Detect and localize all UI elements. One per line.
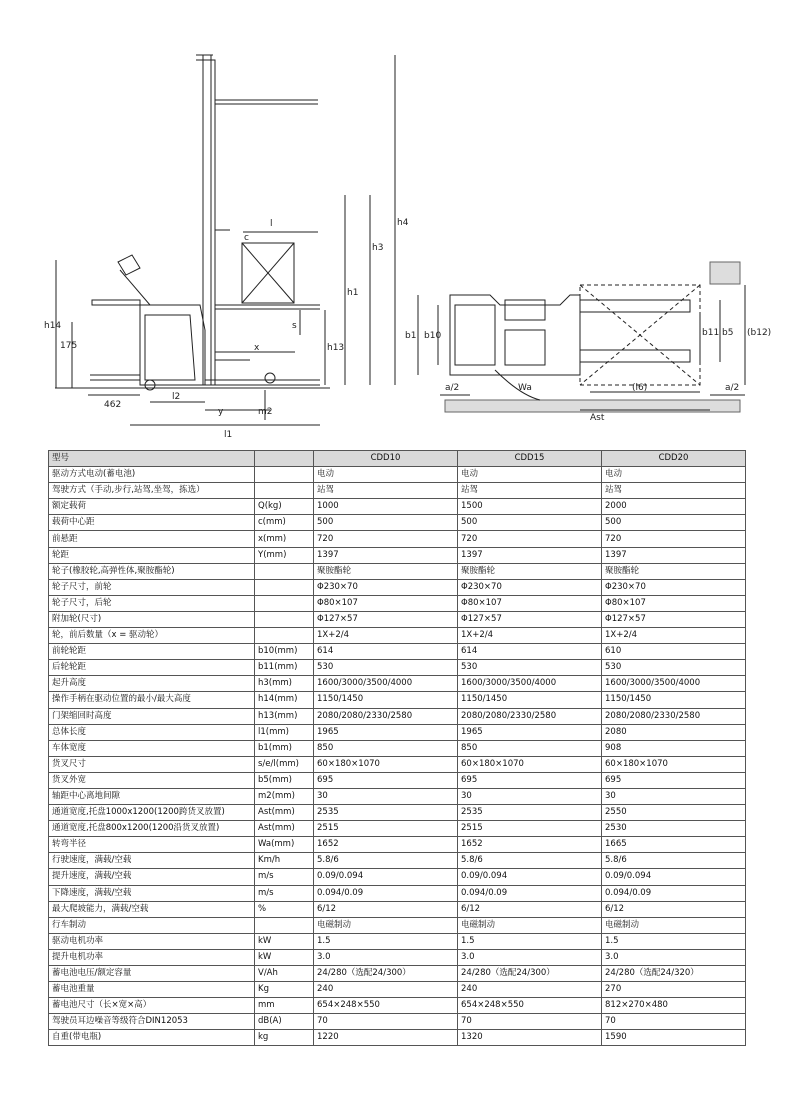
- row-value-cdd15: 电磁制动: [458, 917, 602, 933]
- row-label: 蓄电池电压/额定容量: [49, 966, 255, 982]
- row-value-cdd20: 610: [602, 644, 746, 660]
- row-value-cdd20: 530: [602, 660, 746, 676]
- row-value-cdd20: 电磁制动: [602, 917, 746, 933]
- row-value-cdd10: 5.8/6: [314, 853, 458, 869]
- row-value-cdd10: Φ230×70: [314, 579, 458, 595]
- row-label: 行驶速度，满载/空载: [49, 853, 255, 869]
- dim-x: x: [254, 343, 260, 353]
- row-value-cdd15: 3.0: [458, 949, 602, 965]
- row-value-cdd20: 812×270×480: [602, 998, 746, 1014]
- row-unit: [255, 595, 314, 611]
- table-row: [49, 531, 746, 547]
- dim-y: y: [218, 407, 224, 417]
- row-value-cdd20: 2080: [602, 724, 746, 740]
- header-model-cdd15: CDD15: [458, 451, 602, 467]
- row-value-cdd10: 电动: [314, 467, 458, 483]
- row-value-cdd20: 3.0: [602, 949, 746, 965]
- row-value-cdd15: 聚胺酯轮: [458, 563, 602, 579]
- row-label: 车体宽度: [49, 740, 255, 756]
- row-label: 驾驶员耳边噪音等级符合DIN12053: [49, 1014, 255, 1030]
- table-row: [49, 611, 746, 627]
- row-value-cdd10: 30: [314, 788, 458, 804]
- table-row: [49, 821, 746, 837]
- row-label: 轮距: [49, 547, 255, 563]
- row-value-cdd10: 240: [314, 982, 458, 998]
- dim-l2: l2: [172, 392, 181, 402]
- row-value-cdd10: 站驾: [314, 483, 458, 499]
- dim-a2-right: a/2: [725, 383, 740, 393]
- row-value-cdd20: 70: [602, 1014, 746, 1030]
- row-value-cdd15: 1500: [458, 499, 602, 515]
- row-value-cdd10: 1000: [314, 499, 458, 515]
- row-label: 前悬距: [49, 531, 255, 547]
- row-value-cdd10: 聚胺酯轮: [314, 563, 458, 579]
- row-unit: kg: [255, 1030, 314, 1046]
- row-value-cdd15: 1150/1450: [458, 692, 602, 708]
- row-unit: kW: [255, 949, 314, 965]
- row-value-cdd10: 1220: [314, 1030, 458, 1046]
- header-label: 型号: [49, 451, 255, 467]
- row-value-cdd15: 240: [458, 982, 602, 998]
- row-unit: Wa(mm): [255, 837, 314, 853]
- row-value-cdd20: 2080/2080/2330/2580: [602, 708, 746, 724]
- row-value-cdd15: 1397: [458, 547, 602, 563]
- row-label: 驱动方式电动(蓄电池): [49, 467, 255, 483]
- row-value-cdd15: 电动: [458, 467, 602, 483]
- table-row: [49, 933, 746, 949]
- row-label: 起升高度: [49, 676, 255, 692]
- row-value-cdd20: 2530: [602, 821, 746, 837]
- dim-l1: l1: [224, 430, 233, 440]
- row-unit: kW: [255, 933, 314, 949]
- row-unit: [255, 579, 314, 595]
- dim-ast: Ast: [590, 413, 605, 423]
- row-label: 驾驶方式（手动,步行,站驾,坐驾，拣选）: [49, 483, 255, 499]
- table-row: [49, 515, 746, 531]
- row-value-cdd15: 500: [458, 515, 602, 531]
- row-unit: dB(A): [255, 1014, 314, 1030]
- row-value-cdd20: 1397: [602, 547, 746, 563]
- row-value-cdd15: 0.094/0.09: [458, 885, 602, 901]
- row-value-cdd20: Φ230×70: [602, 579, 746, 595]
- table-row: [49, 982, 746, 998]
- row-label: 通道宽度,托盘1000x1200(1200跨货叉放置): [49, 805, 255, 821]
- row-label: 轮，前后数量（x = 驱动轮）: [49, 628, 255, 644]
- row-value-cdd20: 6/12: [602, 901, 746, 917]
- row-value-cdd20: 1150/1450: [602, 692, 746, 708]
- row-value-cdd10: 654×248×550: [314, 998, 458, 1014]
- row-value-cdd10: 3.0: [314, 949, 458, 965]
- dim-b11: b11: [702, 328, 720, 338]
- row-value-cdd15: 1X+2/4: [458, 628, 602, 644]
- table-row: [49, 1030, 746, 1046]
- row-value-cdd20: Φ80×107: [602, 595, 746, 611]
- dim-l6: (l6): [632, 383, 648, 393]
- row-unit: b10(mm): [255, 644, 314, 660]
- dim-b5: b5: [722, 328, 734, 338]
- row-unit: [255, 917, 314, 933]
- row-unit: h14(mm): [255, 692, 314, 708]
- table-row: [49, 724, 746, 740]
- table-row: [49, 547, 746, 563]
- row-value-cdd15: 0.09/0.094: [458, 869, 602, 885]
- table-row: [49, 595, 746, 611]
- row-label: 轮子尺寸，后轮: [49, 595, 255, 611]
- table-row: [49, 869, 746, 885]
- row-value-cdd20: 5.8/6: [602, 853, 746, 869]
- spec-table-body: [49, 467, 746, 1046]
- row-value-cdd20: 720: [602, 531, 746, 547]
- dim-c: c: [244, 233, 249, 243]
- row-value-cdd20: 2550: [602, 805, 746, 821]
- row-unit: Ast(mm): [255, 805, 314, 821]
- row-unit: V/Ah: [255, 966, 314, 982]
- table-row: [49, 788, 746, 804]
- table-row: [49, 563, 746, 579]
- row-value-cdd15: 850: [458, 740, 602, 756]
- dim-m2: m2: [258, 407, 273, 417]
- table-row: [49, 949, 746, 965]
- table-row: [49, 901, 746, 917]
- row-value-cdd20: 聚胺酯轮: [602, 563, 746, 579]
- row-value-cdd15: 1320: [458, 1030, 602, 1046]
- row-value-cdd15: 60×180×1070: [458, 756, 602, 772]
- table-row: [49, 467, 746, 483]
- table-row: [49, 917, 746, 933]
- row-unit: mm: [255, 998, 314, 1014]
- dim-l: l: [270, 219, 273, 229]
- table-row: [49, 628, 746, 644]
- row-value-cdd15: 2515: [458, 821, 602, 837]
- dim-175: 175: [60, 341, 78, 351]
- row-unit: [255, 467, 314, 483]
- row-value-cdd10: 850: [314, 740, 458, 756]
- dim-b10: b10: [424, 331, 442, 341]
- row-value-cdd10: 614: [314, 644, 458, 660]
- row-value-cdd20: 2000: [602, 499, 746, 515]
- dim-h14: h14: [44, 321, 62, 331]
- row-value-cdd10: 1397: [314, 547, 458, 563]
- row-value-cdd10: 1965: [314, 724, 458, 740]
- row-unit: b11(mm): [255, 660, 314, 676]
- row-value-cdd10: 1652: [314, 837, 458, 853]
- dim-b12: (b12): [747, 328, 772, 338]
- row-value-cdd20: 500: [602, 515, 746, 531]
- table-row: [49, 772, 746, 788]
- row-value-cdd20: 1665: [602, 837, 746, 853]
- row-value-cdd15: 1600/3000/3500/4000: [458, 676, 602, 692]
- row-value-cdd10: Φ127×57: [314, 611, 458, 627]
- row-value-cdd20: 1.5: [602, 933, 746, 949]
- dim-462: 462: [104, 400, 122, 410]
- row-value-cdd10: 2535: [314, 805, 458, 821]
- row-value-cdd10: 695: [314, 772, 458, 788]
- row-label: 最大爬坡能力，满载/空载: [49, 901, 255, 917]
- row-label: 蓄电池重量: [49, 982, 255, 998]
- row-value-cdd15: Φ127×57: [458, 611, 602, 627]
- row-value-cdd15: 695: [458, 772, 602, 788]
- row-value-cdd10: 1150/1450: [314, 692, 458, 708]
- table-row: [49, 740, 746, 756]
- top-view-labels: [405, 328, 771, 423]
- row-value-cdd10: 60×180×1070: [314, 756, 458, 772]
- row-unit: l1(mm): [255, 724, 314, 740]
- row-value-cdd15: 70: [458, 1014, 602, 1030]
- row-value-cdd15: 654×248×550: [458, 998, 602, 1014]
- table-row: [49, 998, 746, 1014]
- row-value-cdd10: Φ80×107: [314, 595, 458, 611]
- row-label: 蓄电池尺寸（长×宽×高）: [49, 998, 255, 1014]
- row-label: 后轮轮距: [49, 660, 255, 676]
- row-value-cdd10: 530: [314, 660, 458, 676]
- row-unit: b1(mm): [255, 740, 314, 756]
- side-view-labels: [44, 218, 409, 440]
- row-value-cdd20: 电动: [602, 467, 746, 483]
- table-row: [49, 756, 746, 772]
- table-row: [49, 1014, 746, 1030]
- row-label: 自重(带电瓶): [49, 1030, 255, 1046]
- row-value-cdd15: 1652: [458, 837, 602, 853]
- row-label: 附加轮(尺寸): [49, 611, 255, 627]
- row-label: 提升速度，满载/空载: [49, 869, 255, 885]
- row-value-cdd10: 24/280（选配24/300）: [314, 966, 458, 982]
- row-unit: Kg: [255, 982, 314, 998]
- row-label: 货叉外宽: [49, 772, 255, 788]
- row-value-cdd20: 24/280（选配24/320）: [602, 966, 746, 982]
- side-view-drawing: [0, 0, 420, 445]
- dim-h3: h3: [372, 243, 384, 253]
- row-label: 提升电机功率: [49, 949, 255, 965]
- dim-a2-left: a/2: [445, 383, 460, 393]
- row-unit: h3(mm): [255, 676, 314, 692]
- dim-h13: h13: [327, 343, 345, 353]
- row-unit: x(mm): [255, 531, 314, 547]
- row-value-cdd15: 530: [458, 660, 602, 676]
- row-value-cdd15: 6/12: [458, 901, 602, 917]
- row-value-cdd15: 614: [458, 644, 602, 660]
- row-unit: m/s: [255, 869, 314, 885]
- table-row: [49, 853, 746, 869]
- row-label: 转弯半径: [49, 837, 255, 853]
- row-value-cdd20: 1X+2/4: [602, 628, 746, 644]
- row-value-cdd10: 1.5: [314, 933, 458, 949]
- table-row: [49, 676, 746, 692]
- row-value-cdd20: 908: [602, 740, 746, 756]
- row-value-cdd10: 720: [314, 531, 458, 547]
- row-value-cdd10: 1X+2/4: [314, 628, 458, 644]
- row-value-cdd20: 695: [602, 772, 746, 788]
- row-unit: c(mm): [255, 515, 314, 531]
- table-row: [49, 660, 746, 676]
- dim-wa: Wa: [518, 383, 532, 393]
- table-row: [49, 579, 746, 595]
- row-label: 门架缩回时高度: [49, 708, 255, 724]
- row-label: 操作手柄在驱动位置的最小/最大高度: [49, 692, 255, 708]
- row-value-cdd10: 70: [314, 1014, 458, 1030]
- row-value-cdd20: 站驾: [602, 483, 746, 499]
- table-row: [49, 837, 746, 853]
- row-value-cdd15: 站驾: [458, 483, 602, 499]
- row-value-cdd15: 2535: [458, 805, 602, 821]
- row-label: 行车制动: [49, 917, 255, 933]
- row-label: 前轮轮距: [49, 644, 255, 660]
- table-row: [49, 805, 746, 821]
- row-value-cdd10: 1600/3000/3500/4000: [314, 676, 458, 692]
- row-value-cdd15: 5.8/6: [458, 853, 602, 869]
- row-label: 轴距中心离地间隙: [49, 788, 255, 804]
- technical-drawings: [0, 0, 800, 445]
- row-unit: Ast(mm): [255, 821, 314, 837]
- row-value-cdd10: 2515: [314, 821, 458, 837]
- row-value-cdd10: 2080/2080/2330/2580: [314, 708, 458, 724]
- row-value-cdd10: 500: [314, 515, 458, 531]
- row-unit: s/e/l(mm): [255, 756, 314, 772]
- row-value-cdd20: 1600/3000/3500/4000: [602, 676, 746, 692]
- row-unit: [255, 611, 314, 627]
- row-value-cdd20: 0.09/0.094: [602, 869, 746, 885]
- row-value-cdd15: 2080/2080/2330/2580: [458, 708, 602, 724]
- row-unit: h13(mm): [255, 708, 314, 724]
- row-value-cdd15: 24/280（选配24/300）: [458, 966, 602, 982]
- row-label: 总体长度: [49, 724, 255, 740]
- table-row: [49, 499, 746, 515]
- table-row: [49, 885, 746, 901]
- row-value-cdd10: 0.09/0.094: [314, 869, 458, 885]
- row-unit: Km/h: [255, 853, 314, 869]
- table-row: [49, 966, 746, 982]
- row-value-cdd15: 720: [458, 531, 602, 547]
- dim-s: s: [292, 321, 297, 331]
- row-label: 下降速度，满载/空载: [49, 885, 255, 901]
- row-unit: [255, 483, 314, 499]
- row-unit: %: [255, 901, 314, 917]
- row-label: 轮子(橡胶轮,高弹性体,聚胺酯轮): [49, 563, 255, 579]
- dim-h1: h1: [347, 288, 359, 298]
- row-value-cdd15: 1965: [458, 724, 602, 740]
- row-value-cdd20: 0.094/0.09: [602, 885, 746, 901]
- row-unit: b5(mm): [255, 772, 314, 788]
- row-value-cdd10: 电磁制动: [314, 917, 458, 933]
- header-unit: [255, 451, 314, 467]
- table-row: [49, 483, 746, 499]
- row-label: 通道宽度,托盘800x1200(1200沿货叉放置): [49, 821, 255, 837]
- row-value-cdd20: 270: [602, 982, 746, 998]
- table-header-row: [49, 451, 746, 467]
- row-label: 载荷中心距: [49, 515, 255, 531]
- row-value-cdd10: 0.094/0.09: [314, 885, 458, 901]
- row-value-cdd20: 1590: [602, 1030, 746, 1046]
- row-label: 货叉尺寸: [49, 756, 255, 772]
- row-value-cdd20: 30: [602, 788, 746, 804]
- row-label: 轮子尺寸，前轮: [49, 579, 255, 595]
- row-label: 额定载荷: [49, 499, 255, 515]
- row-value-cdd15: 1.5: [458, 933, 602, 949]
- row-unit: [255, 628, 314, 644]
- row-value-cdd15: 30: [458, 788, 602, 804]
- table-row: [49, 692, 746, 708]
- dim-h4: h4: [397, 218, 409, 228]
- row-unit: m2(mm): [255, 788, 314, 804]
- row-value-cdd20: 60×180×1070: [602, 756, 746, 772]
- row-value-cdd15: Φ230×70: [458, 579, 602, 595]
- spec-table: [48, 450, 746, 1046]
- table-row: [49, 644, 746, 660]
- row-value-cdd15: Φ80×107: [458, 595, 602, 611]
- row-unit: Q(kg): [255, 499, 314, 515]
- row-value-cdd10: 6/12: [314, 901, 458, 917]
- header-model-cdd20: CDD20: [602, 451, 746, 467]
- row-label: 驱动电机功率: [49, 933, 255, 949]
- row-unit: m/s: [255, 885, 314, 901]
- table-row: [49, 708, 746, 724]
- row-value-cdd20: Φ127×57: [602, 611, 746, 627]
- row-unit: Y(mm): [255, 547, 314, 563]
- dim-b1: b1: [405, 331, 417, 341]
- header-model-cdd10: CDD10: [314, 451, 458, 467]
- row-unit: [255, 563, 314, 579]
